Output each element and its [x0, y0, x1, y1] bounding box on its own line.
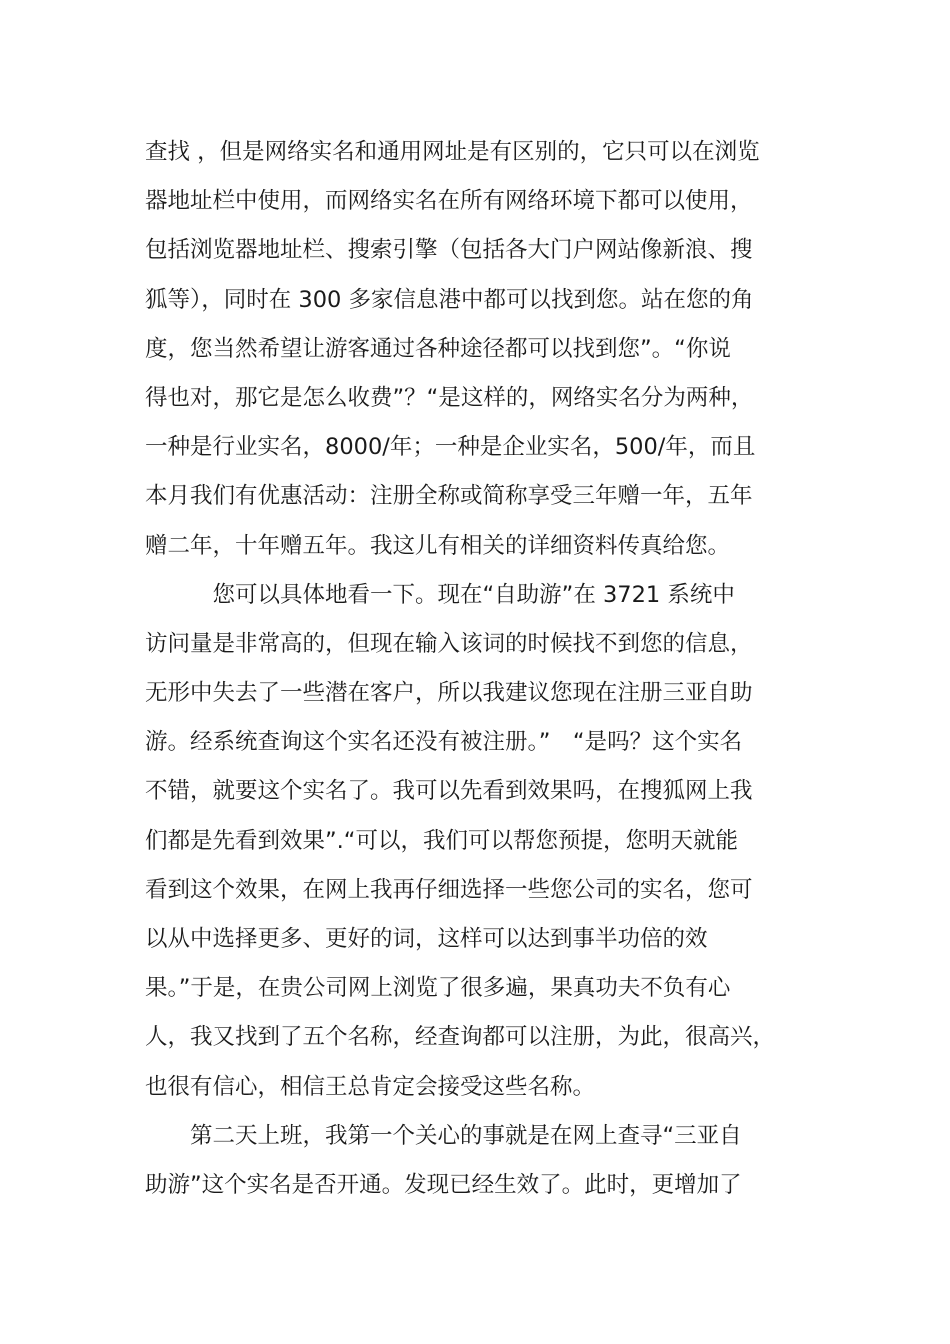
text-line: 也很有信心，相信王总肯定会接受这些名称。 — [145, 1073, 596, 1100]
text-line: 无形中失去了一些潜在客户，所以我建议您现在注册三亚自助 — [145, 680, 753, 707]
text-line: 器地址栏中使用，而网络实名在所有网络环境下都可以使用， — [145, 188, 753, 215]
text-line: 查找 ，但是网络实名和通用网址是有区别的，它只可以在浏览 — [145, 139, 760, 165]
text-line: 果。”于是，在贵公司网上浏览了很多遍，果真功夫不负有心 — [145, 975, 731, 1002]
text-line: 包括浏览器地址栏、搜索引擎（包括各大门户网站像新浪、搜 — [145, 237, 753, 264]
text-line: 度，您当然希望让游客通过各种途径都可以找到您”。“你说 — [145, 335, 731, 362]
text-line: 游。经系统查询这个实名还没有被注册。” “是吗？这个实名 — [145, 729, 743, 756]
text-line: 以从中选择更多、更好的词，这样可以达到事半功倍的效 — [145, 926, 708, 952]
text-line: 您可以具体地看一下。现在“自助游”在 3721 系统中 — [145, 581, 735, 608]
text-line: 助游”这个实名是否开通。发现已经生效了。此时，更增加了 — [145, 1171, 742, 1198]
text-line: 得也对，那它是怎么收费”？“是这样的，网络实名分为两种， — [145, 384, 754, 411]
text-line: 赠二年，十年赠五年。我这儿有相关的详细资料传真给您。 — [145, 532, 731, 559]
text-line: 本月我们有优惠活动：注册全称或简称享受三年赠一年，五年 — [145, 483, 753, 510]
text-line: 一种是行业实名，8000/年；一种是企业实名，500/年，而且 — [145, 434, 756, 461]
text-line: 不错，就要这个实名了。我可以先看到效果吗，在搜狐网上我 — [145, 778, 753, 805]
text-line: 第二天上班，我第一个关心的事就是在网上查寻“三亚自 — [145, 1122, 742, 1149]
body-text — [145, 128, 815, 1210]
text-line: 访问量是非常高的，但现在输入该词的时候找不到您的信息， — [145, 630, 753, 657]
text-line: 人，我又找到了五个名称，经查询都可以注册，为此，很高兴， — [145, 1024, 776, 1051]
text-line: 狐等），同时在 300 多家信息港中都可以找到您。站在您的角 — [145, 286, 754, 313]
text-line: 看到这个效果，在网上我再仔细选择一些您公司的实名，您可 — [145, 876, 753, 903]
text-line: 们都是先看到效果”.“可以，我们可以帮您预提，您明天就能 — [145, 827, 738, 854]
